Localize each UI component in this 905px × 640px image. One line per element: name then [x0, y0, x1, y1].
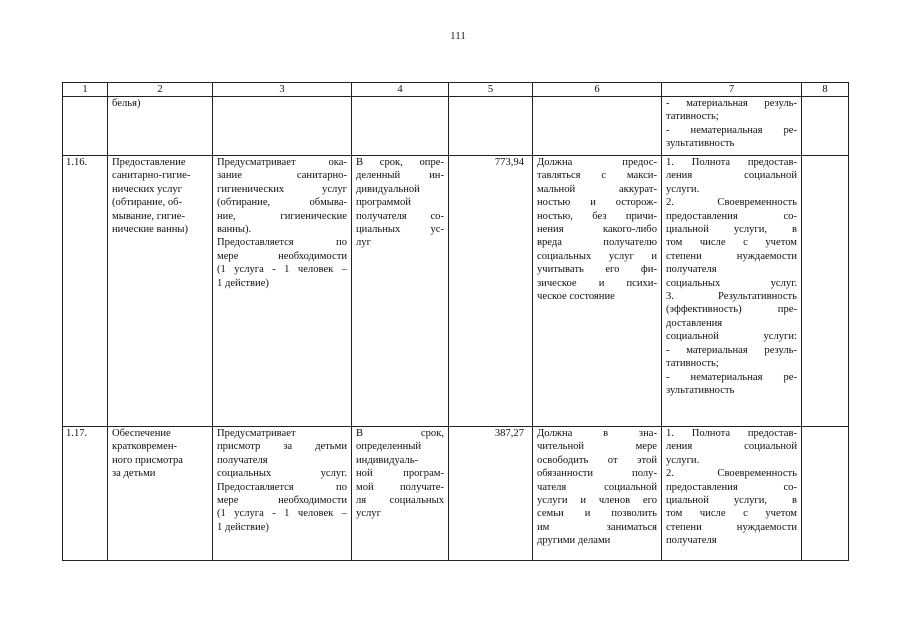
row-conditions [533, 427, 662, 561]
header-col-1: 1 [63, 83, 108, 97]
cont-conditions-cell [533, 97, 662, 156]
cont-description-cell [213, 97, 352, 156]
text-line: Должна в зна- [537, 428, 657, 439]
text-line: услуг [356, 508, 381, 520]
text-line: социальных услуг. [666, 277, 797, 289]
row-conditions [533, 156, 662, 427]
text-line: тативность; [666, 358, 719, 370]
text-line: вреда получателю [537, 237, 657, 249]
text-line: учитывать его фи- [537, 264, 657, 276]
text-line: мальной аккурат- [537, 183, 657, 195]
text-line: Предоставляется по [217, 237, 347, 249]
text-line: нических услуг [112, 183, 183, 195]
text-line: ностью, без причи- [537, 210, 657, 222]
row-indicators [662, 156, 802, 427]
text-line: Предоставляется по [217, 481, 347, 493]
text-line: получателя [666, 264, 717, 276]
text-line: индивидуаль- [356, 454, 419, 466]
text-line: В срок, опре- [356, 157, 444, 168]
text-line: услуги. [666, 454, 700, 466]
text-line: (1 услуга - 1 человек – [217, 264, 347, 276]
text-line: обязанности полу- [537, 468, 657, 480]
text-line: - нематериальная ре- [666, 371, 797, 383]
row-code: 1.17. [63, 427, 108, 561]
table-row [63, 427, 849, 561]
table-row [63, 156, 849, 427]
text-line: тавляться с макси- [537, 170, 657, 182]
header-col-4: 4 [352, 83, 449, 97]
continuation-row [63, 97, 849, 156]
text-line: 1. Полнота предостав- [666, 157, 797, 168]
text-line: луг [356, 237, 371, 249]
text-line: ля социальных [356, 495, 444, 507]
text-line: том числе с учетом [666, 508, 797, 520]
cont-tariff-cell [449, 97, 533, 156]
text-line: (обтирание, обмыва- [217, 197, 347, 209]
row-service-name [108, 427, 213, 561]
text-line: зультативность [666, 384, 735, 396]
text-line: им заниматься [537, 521, 657, 533]
text-line: ние, гигиенические [217, 210, 347, 222]
text-line: - материальная резуль- [666, 344, 797, 356]
text-line: доставления [666, 317, 723, 329]
text-line: получателя со- [356, 210, 444, 222]
text-line: 1 действие) [217, 277, 269, 289]
text-line: циальных ус- [356, 224, 444, 236]
text-line: (обтирание, об- [112, 197, 183, 209]
text-line: 1 действие) [217, 521, 269, 533]
row-service-name [108, 156, 213, 427]
row-note [802, 156, 849, 427]
text-line: предоставления со- [666, 481, 797, 493]
header-col-6: 6 [533, 83, 662, 97]
text-line: циальной услуги, в [666, 495, 797, 507]
text-line: получателя [666, 535, 717, 547]
text-line: предоставления со- [666, 210, 797, 222]
text-line: дивидуальной [356, 183, 420, 195]
text-line: определенный [356, 441, 422, 453]
text-line: социальных услуг и [537, 250, 657, 262]
text-line: - материальная резуль- [666, 98, 797, 109]
text-line: Должна предос- [537, 157, 657, 168]
text-line: 2. Своевременность [666, 197, 797, 209]
text-line: степени нуждаемости [666, 250, 797, 262]
text-line: циальной услуги, в [666, 224, 797, 236]
text-line: программой [356, 197, 411, 209]
text-line: зание санитарно- [217, 170, 347, 182]
row-description [213, 156, 352, 427]
text-line: том числе с учетом [666, 237, 797, 249]
text-line: чателя социальной [537, 481, 657, 493]
text-line: мывание, гигие- [112, 210, 185, 222]
text-line: тативность; [666, 111, 719, 123]
row-tariff: 387,27 [449, 427, 533, 561]
page-number: 111 [450, 30, 466, 42]
header-col-2: 2 [108, 83, 213, 97]
text-line: белья) [112, 98, 141, 109]
text-line: ной програм- [356, 468, 444, 480]
text-line: социальной услуги: [666, 331, 797, 343]
text-line: нения какого-либо [537, 224, 657, 236]
row-term [352, 427, 449, 561]
text-line: за детьми [112, 468, 156, 480]
text-line: зическое и психи- [537, 277, 657, 289]
row-description [213, 427, 352, 561]
text-line: гигиенических услуг [217, 183, 347, 195]
text-line: В срок, [356, 428, 444, 439]
text-line: освободить от этой [537, 454, 657, 466]
text-line: - нематериальная ре- [666, 124, 797, 136]
row-term [352, 156, 449, 427]
text-line: ления социальной [666, 170, 797, 182]
header-row [63, 83, 849, 97]
text-line: (1 услуга - 1 человек – [217, 508, 347, 520]
text-line: мой получате- [356, 481, 444, 493]
text-line: кратковремен- [112, 441, 178, 453]
row-code: 1.16. [63, 156, 108, 427]
text-line: Обеспечение [112, 428, 171, 439]
text-line: присмотр за детьми [217, 441, 347, 453]
cont-code-cell [63, 97, 108, 156]
row-note [802, 427, 849, 561]
text-line: ностью и осторож- [537, 197, 657, 209]
text-line: услуги. [666, 183, 700, 195]
text-line: социальных услуг. [217, 468, 347, 480]
text-line: Предусматривает [217, 428, 296, 439]
header-col-8: 8 [802, 83, 849, 97]
text-line: степени нуждаемости [666, 521, 797, 533]
text-line: Предусматривает ока- [217, 157, 347, 168]
text-line: услуги и членов его [537, 495, 657, 507]
text-line: другими делами [537, 535, 611, 547]
cont-indicators-cell [662, 97, 802, 156]
text-line: ванны). [217, 224, 252, 236]
text-line: Предоставление [112, 157, 186, 168]
text-line: ления социальной [666, 441, 797, 453]
row-indicators [662, 427, 802, 561]
text-line: семьи и позволить [537, 508, 657, 520]
text-line: 3. Результативность [666, 291, 797, 303]
text-line: ного присмотра [112, 454, 183, 466]
header-col-5: 5 [449, 83, 533, 97]
text-line: (эффективность) пре- [666, 304, 797, 316]
cont-service-cell [108, 97, 213, 156]
text-line: получателя [217, 454, 268, 466]
text-line: деленный ин- [356, 170, 444, 182]
text-line: 2. Своевременность [666, 468, 797, 480]
services-table [62, 82, 849, 561]
text-line: нические ванны) [112, 224, 189, 236]
text-line: ческое состояние [537, 291, 615, 303]
header-col-3: 3 [213, 83, 352, 97]
text-line: мере необходимости [217, 250, 347, 262]
text-line: зультативность [666, 138, 735, 150]
text-line: 1. Полнота предостав- [666, 428, 797, 439]
cont-term-cell [352, 97, 449, 156]
text-line: мере необходимости [217, 495, 347, 507]
text-line: чительной мере [537, 441, 657, 453]
text-line: санитарно-гигие- [112, 170, 191, 182]
cont-note-cell [802, 97, 849, 156]
row-tariff: 773,94 [449, 156, 533, 427]
header-col-7: 7 [662, 83, 802, 97]
